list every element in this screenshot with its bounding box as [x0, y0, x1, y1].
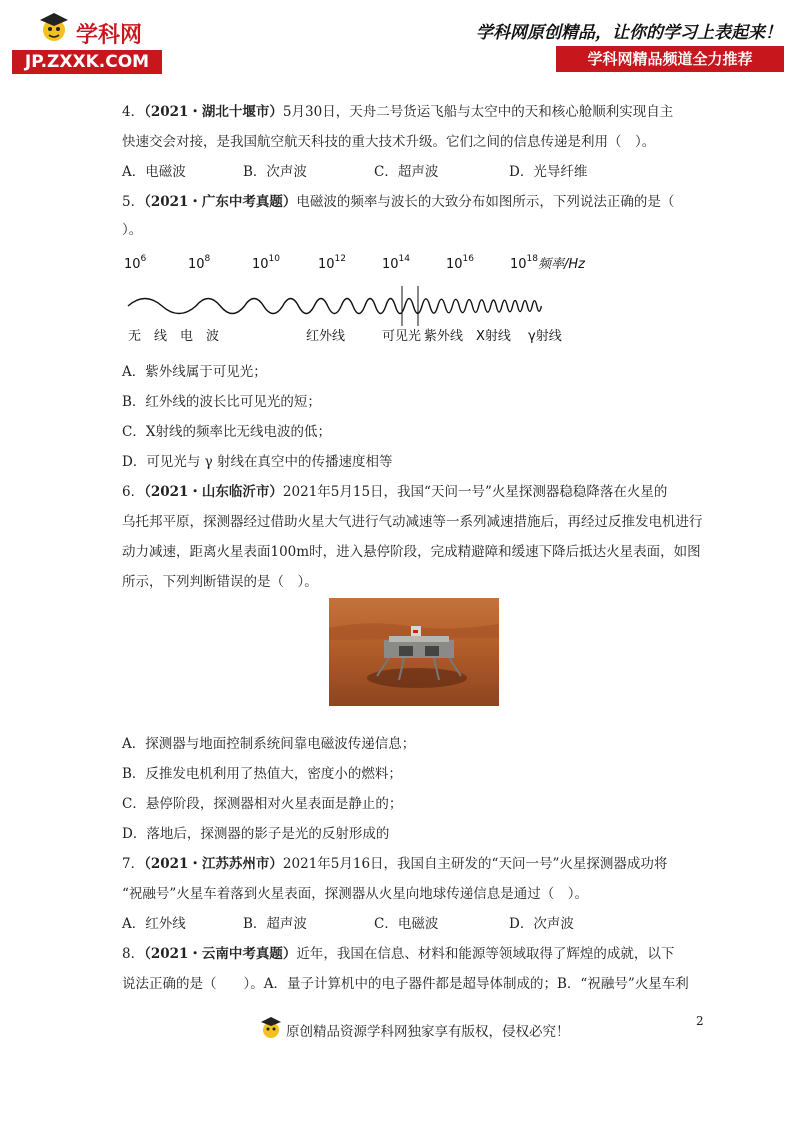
em-spectrum-figure — [120, 248, 590, 348]
site-logo[interactable] — [12, 10, 172, 74]
q5-number: 5． — [122, 194, 145, 210]
frequency-axis-label: 频率/Hz — [538, 257, 585, 272]
q8-line2: 说法正确的是（ ）。A．量子计算机中的电子器件都是超导体制成的；B．“祝融号”火星车利 — [122, 976, 689, 992]
q7-option-d: D．次声波 — [509, 916, 574, 932]
q5-text: 电磁波的频率与波长的大致分布如图所示，下列说法正确的是（ — [296, 194, 675, 210]
q6-option-c: C．悬停阶段，探测器相对火星表面是静止的； — [122, 796, 403, 812]
wave-curve — [128, 299, 541, 314]
freq-tick-1: $10^6$ — [124, 254, 147, 272]
q7-number: 7． — [122, 856, 145, 872]
q7-line2: “祝融号”火星车着落到火星表面，探测器从火星向地球传递信息是通过（ ）。 — [122, 886, 589, 902]
q6-line3: 动力减速，距离火星表面100m时，进入悬停阶段，完成精避障和缓速下降后抵达火星表面，如图 — [122, 544, 701, 560]
q6-line1 — [122, 480, 667, 500]
q7-option-c: C．电磁波 — [374, 916, 439, 932]
freq-tick-3: $10^{10}$ — [252, 254, 280, 272]
q6-option-b: B．反推发电机利用了热值大，密度小的燃料； — [122, 766, 402, 782]
logo-name: 学科网 — [76, 23, 143, 48]
q8-number: 8． — [122, 946, 145, 962]
q4-text: 5月30日，天舟二号货运飞船与太空中的天和核心舱顺利实现自主 — [282, 104, 674, 120]
q4-option-c: C．超声波 — [374, 164, 439, 180]
q6-line4: 所示，下列判断错误的是（ ）。 — [122, 574, 318, 590]
footer-mascot-icon — [258, 1014, 284, 1042]
q4-option-a: A．电磁波 — [122, 164, 186, 180]
q4-source: （2021・湖北十堰市） — [144, 104, 283, 120]
logo-url: JP.ZXXK.COM — [12, 50, 162, 74]
q7-source: （2021・江苏苏州市） — [144, 856, 283, 872]
q6-line2: 乌托邦平原，探测器经过借助火星大气进行气动减速等一系列减速措施后，再经过反推发电机进行 — [122, 514, 703, 530]
band-xray: X射线 — [476, 329, 511, 344]
band-visible: 可见光 — [382, 329, 422, 344]
freq-tick-7: $10^{18}$ — [510, 254, 538, 272]
q6-option-a: A．探测器与地面控制系统间靠电磁波传递信息； — [122, 736, 416, 752]
freq-tick-4: $10^{12}$ — [318, 254, 346, 272]
band-radio: 无 线 电 波 — [128, 329, 220, 344]
band-ultraviolet: 紫外线 — [424, 329, 464, 344]
mascot-icon — [34, 10, 74, 50]
q5-option-a: A．紫外线属于可见光； — [122, 364, 267, 380]
freq-tick-2: $10^8$ — [188, 254, 211, 272]
q4-line1 — [122, 100, 673, 120]
q7-text: 2021年5月16日，我国自主研发的“天问一号”火星探测器成功将 — [282, 856, 668, 872]
freq-tick-6: $10^{16}$ — [446, 254, 474, 272]
q4-option-d: D．光导纤维 — [509, 164, 588, 180]
q5-option-b: B．红外线的波长比可见光的短； — [122, 394, 321, 410]
q7-option-a: A．红外线 — [122, 916, 186, 932]
header-slogan: 学科网原创精品，让你的学习上表起来！ — [476, 23, 782, 43]
frequency-ticks — [124, 254, 586, 272]
copyright-notice: 原创精品资源学科网独家享有版权，侵权必究！ — [286, 1024, 570, 1040]
q5-option-d: D．可见光与 γ 射线在真空中的传播速度相等 — [122, 454, 393, 470]
q7-line1 — [122, 852, 667, 872]
q5-line1 — [122, 190, 674, 210]
q5-source: （2021・广东中考真题） — [144, 194, 297, 210]
q6-text: 2021年5月15日，我国“天问一号”火星探测器稳稳降落在火星的 — [282, 484, 668, 500]
freq-tick-5: $10^{14}$ — [382, 254, 410, 272]
q8-line1 — [122, 942, 674, 962]
band-gamma: γ射线 — [528, 329, 562, 344]
channel-badge: 学科网精品频道全力推荐 — [556, 46, 784, 72]
q4-line2: 快速交会对接，是我国航空航天科技的重大技术升级。它们之间的信息传递是利用（ ）。 — [122, 134, 656, 150]
q5-option-c: C．X射线的频率比无线电波的低； — [122, 424, 331, 440]
q6-number: 6． — [122, 484, 145, 500]
q7-option-b: B．超声波 — [243, 916, 307, 932]
q4-option-b: B．次声波 — [243, 164, 307, 180]
q6-source: （2021・山东临沂市） — [144, 484, 283, 500]
q4-number: 4． — [122, 104, 145, 120]
q8-source: （2021・云南中考真题） — [144, 946, 297, 962]
band-infrared: 红外线 — [306, 329, 346, 344]
page-number: 2 — [696, 1014, 704, 1028]
q5-line2: ）。 — [122, 222, 143, 238]
q6-option-d: D．落地后，探测器的影子是光的反射形成的 — [122, 826, 390, 842]
q8-text: 近年，我国在信息、材料和能源等领域取得了辉煌的成就，以下 — [296, 946, 675, 962]
mars-lander-photo — [329, 598, 499, 706]
